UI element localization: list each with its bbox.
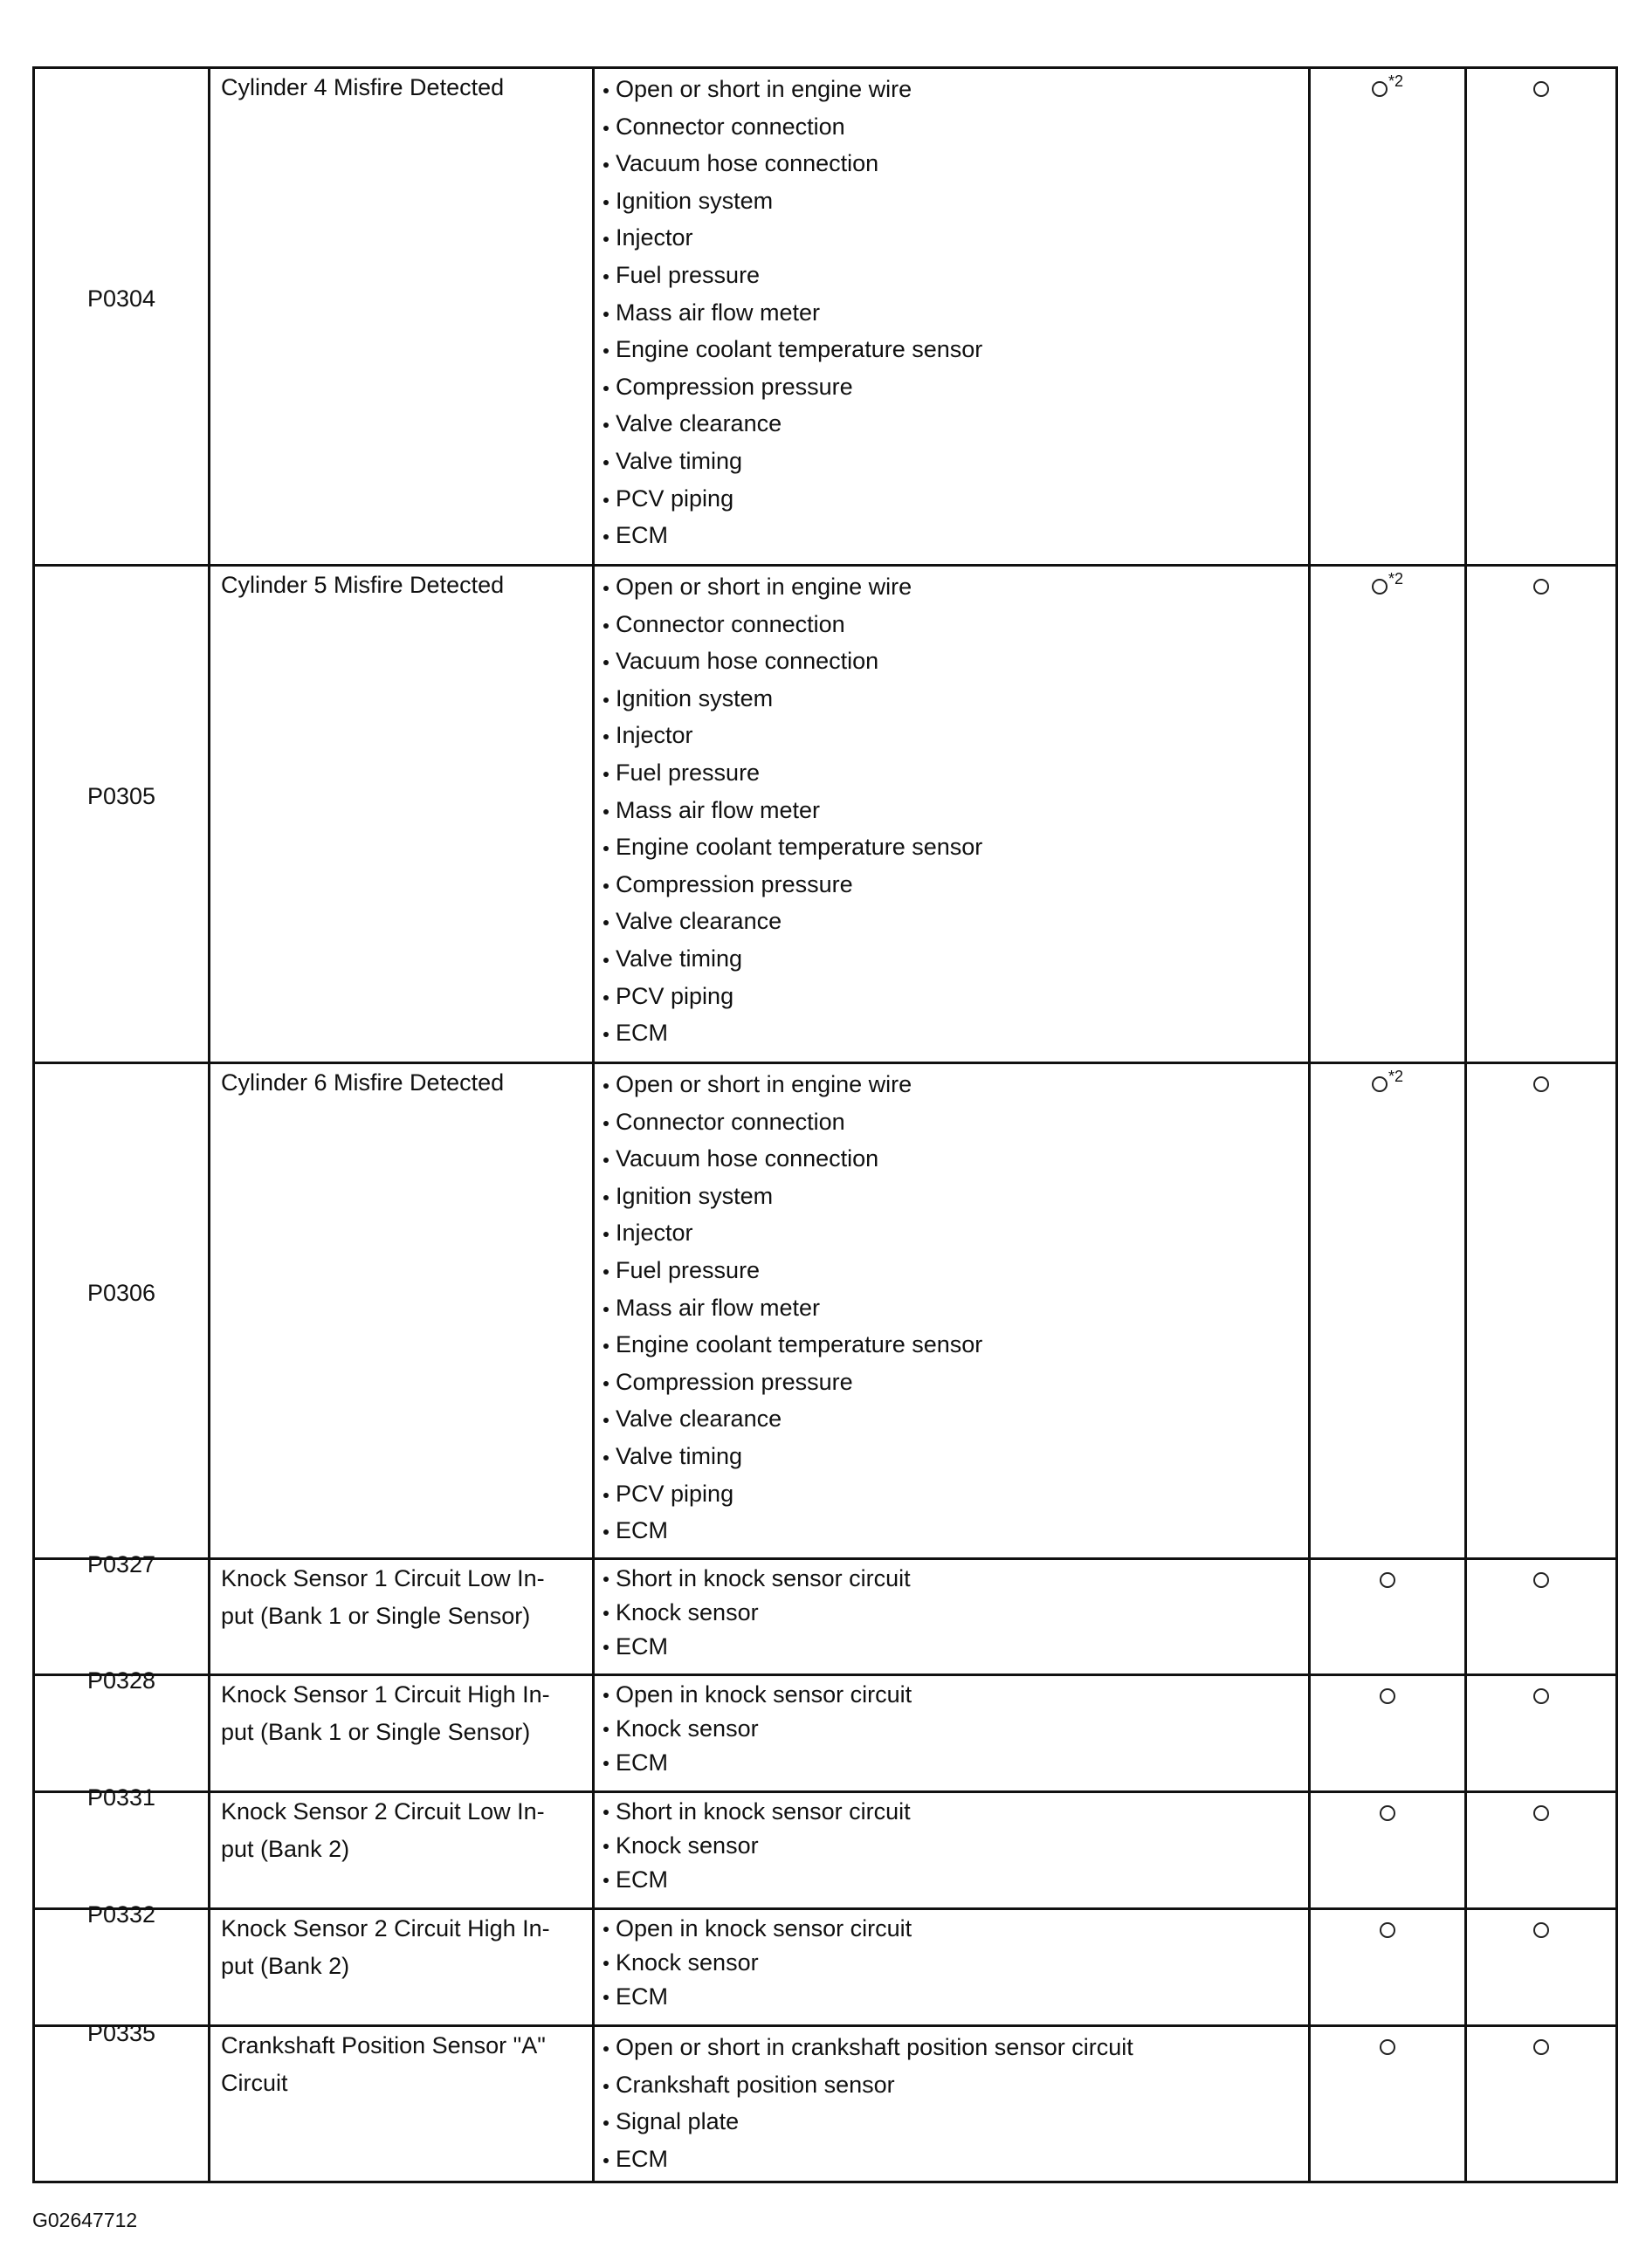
circle-mark-icon bbox=[1372, 81, 1388, 97]
list-item: Mass air flow meter bbox=[602, 1289, 1308, 1327]
list-item: Open or short in engine wire bbox=[602, 71, 1308, 108]
dtc-code-cell bbox=[34, 1901, 210, 2026]
dtc-code-cell bbox=[34, 1784, 210, 1909]
footnote-ref: *2 bbox=[1388, 570, 1403, 588]
detection-item-cell bbox=[210, 1909, 594, 2026]
detection-item-cell bbox=[210, 2026, 594, 2182]
detection-item-cell bbox=[210, 1792, 594, 1909]
trouble-area-cell bbox=[594, 2026, 1310, 2182]
trouble-area-cell bbox=[594, 68, 1310, 566]
dtc-code-cell bbox=[34, 1667, 210, 1792]
dtc-code-cell bbox=[34, 1063, 210, 1559]
dtc-code: P0327 bbox=[86, 1551, 156, 1577]
mil-cell bbox=[1310, 566, 1466, 1063]
list-item: ECM bbox=[602, 1863, 1308, 1897]
list-item: ECM bbox=[602, 517, 1308, 554]
dtc-code: P0305 bbox=[86, 783, 156, 810]
list-item: Injector bbox=[602, 717, 1308, 754]
dtc-table bbox=[32, 66, 1618, 2183]
mil-cell bbox=[1310, 1063, 1466, 1559]
list-item: Vacuum hose connection bbox=[602, 643, 1308, 680]
list-item: Injector bbox=[602, 1214, 1308, 1252]
detection-item: Cylinder 5 Misfire Detected bbox=[221, 572, 505, 598]
list-item: Valve clearance bbox=[602, 1400, 1308, 1438]
detection-item-line: Crankshaft Position Sensor "A" bbox=[221, 2032, 546, 2058]
table-row bbox=[34, 1559, 1617, 1675]
list-item: ECM bbox=[602, 2141, 1308, 2178]
dtc-code: P0335 bbox=[86, 2020, 156, 2046]
circle-mark-icon bbox=[1533, 1922, 1549, 1938]
list-item: Engine coolant temperature sensor bbox=[602, 1326, 1308, 1364]
trouble-area-cell bbox=[594, 1675, 1310, 1792]
mil-cell bbox=[1310, 1792, 1466, 1909]
table-row bbox=[34, 1909, 1617, 2026]
trouble-area-list bbox=[602, 1066, 1308, 1550]
list-item: Ignition system bbox=[602, 182, 1308, 220]
detection-item-line: Circuit bbox=[221, 2069, 288, 2096]
circle-mark-icon bbox=[1372, 1076, 1388, 1092]
list-item: Valve timing bbox=[602, 940, 1308, 978]
list-item: Fuel pressure bbox=[602, 257, 1308, 294]
list-item: Knock sensor bbox=[602, 1596, 1308, 1630]
detection-item-line: put (Bank 1 or Single Sensor) bbox=[221, 1602, 531, 1629]
memory-cell bbox=[1466, 1063, 1617, 1559]
list-item: Valve timing bbox=[602, 443, 1308, 480]
memory-cell bbox=[1466, 1675, 1617, 1792]
trouble-area-cell bbox=[594, 1792, 1310, 1909]
circle-mark-icon bbox=[1533, 81, 1549, 97]
trouble-area-cell bbox=[594, 1559, 1310, 1675]
detection-item-cell bbox=[210, 1063, 594, 1559]
list-item: Connector connection bbox=[602, 108, 1308, 146]
detection-item-cell bbox=[210, 68, 594, 566]
dtc-code-cell bbox=[34, 2020, 210, 2182]
trouble-area-cell bbox=[594, 1909, 1310, 2026]
detection-item-line: Knock Sensor 1 Circuit High In- bbox=[221, 1681, 550, 1708]
dtc-table-sheet bbox=[32, 66, 1615, 2183]
dtc-code: P0331 bbox=[86, 1784, 156, 1811]
list-item: Short in knock sensor circuit bbox=[602, 1562, 1308, 1596]
dtc-code-cell bbox=[34, 566, 210, 1063]
circle-mark-icon bbox=[1533, 1688, 1549, 1704]
mil-cell bbox=[1310, 68, 1466, 566]
detection-item-line: Knock Sensor 2 Circuit High In- bbox=[221, 1915, 550, 1942]
circle-mark-icon bbox=[1533, 1805, 1549, 1821]
list-item: PCV piping bbox=[602, 978, 1308, 1015]
detection-item-line: put (Bank 2) bbox=[221, 1835, 350, 1862]
table-row bbox=[34, 1063, 1617, 1559]
detection-item-line: put (Bank 2) bbox=[221, 1952, 350, 1979]
list-item: Open or short in engine wire bbox=[602, 1066, 1308, 1103]
list-item: Short in knock sensor circuit bbox=[602, 1795, 1308, 1829]
list-item: ECM bbox=[602, 1014, 1308, 1052]
list-item: Engine coolant temperature sensor bbox=[602, 331, 1308, 368]
trouble-area-cell bbox=[594, 566, 1310, 1063]
dtc-code-cell bbox=[34, 1551, 210, 1675]
trouble-area-list bbox=[602, 1795, 1308, 1897]
circle-mark-icon bbox=[1533, 1572, 1549, 1588]
circle-mark-icon bbox=[1533, 2039, 1549, 2055]
footnote-ref: *2 bbox=[1388, 72, 1403, 90]
memory-cell bbox=[1466, 68, 1617, 566]
trouble-area-list bbox=[602, 1562, 1308, 1664]
table-row bbox=[34, 566, 1617, 1063]
list-item: PCV piping bbox=[602, 480, 1308, 518]
table-row bbox=[34, 68, 1617, 566]
list-item: Compression pressure bbox=[602, 368, 1308, 406]
circle-mark-icon bbox=[1533, 1076, 1549, 1092]
dtc-code: P0304 bbox=[86, 285, 156, 313]
circle-mark-icon bbox=[1380, 1805, 1395, 1821]
list-item: Fuel pressure bbox=[602, 1252, 1308, 1289]
list-item: ECM bbox=[602, 1630, 1308, 1664]
dtc-code: P0332 bbox=[86, 1901, 156, 1928]
circle-mark-icon bbox=[1380, 1688, 1395, 1704]
table-row bbox=[34, 2026, 1617, 2182]
trouble-area-list bbox=[602, 71, 1308, 554]
detection-item-cell bbox=[210, 566, 594, 1063]
list-item: Open or short in crankshaft position sensor circuit bbox=[602, 2029, 1308, 2066]
memory-cell bbox=[1466, 1909, 1617, 2026]
list-item: Mass air flow meter bbox=[602, 792, 1308, 829]
detection-item-line: put (Bank 1 or Single Sensor) bbox=[221, 1718, 531, 1745]
list-item: Knock sensor bbox=[602, 1712, 1308, 1746]
list-item: Compression pressure bbox=[602, 866, 1308, 904]
trouble-area-cell bbox=[594, 1063, 1310, 1559]
list-item: Crankshaft position sensor bbox=[602, 2066, 1308, 2104]
mil-cell bbox=[1310, 1675, 1466, 1792]
list-item: Connector connection bbox=[602, 606, 1308, 643]
list-item: Valve clearance bbox=[602, 903, 1308, 940]
memory-cell bbox=[1466, 2026, 1617, 2182]
list-item: Connector connection bbox=[602, 1103, 1308, 1141]
detection-item-cell bbox=[210, 1559, 594, 1675]
circle-mark-icon bbox=[1380, 1922, 1395, 1938]
dtc-code-cell bbox=[34, 68, 210, 566]
list-item: ECM bbox=[602, 1512, 1308, 1550]
trouble-area-list bbox=[602, 2029, 1308, 2177]
list-item: PCV piping bbox=[602, 1475, 1308, 1513]
list-item: Ignition system bbox=[602, 680, 1308, 718]
table-row bbox=[34, 1675, 1617, 1792]
circle-mark-icon bbox=[1380, 1572, 1395, 1588]
list-item: Signal plate bbox=[602, 2103, 1308, 2141]
list-item: Vacuum hose connection bbox=[602, 1140, 1308, 1178]
dtc-code: P0328 bbox=[86, 1667, 156, 1694]
list-item: Valve timing bbox=[602, 1438, 1308, 1475]
memory-cell bbox=[1466, 566, 1617, 1063]
detection-item: Cylinder 4 Misfire Detected bbox=[221, 74, 505, 100]
list-item: Compression pressure bbox=[602, 1364, 1308, 1401]
circle-mark-icon bbox=[1380, 2039, 1395, 2055]
mil-cell bbox=[1310, 1559, 1466, 1675]
mil-cell bbox=[1310, 2026, 1466, 2182]
trouble-area-list bbox=[602, 568, 1308, 1052]
dtc-code: P0306 bbox=[86, 1280, 156, 1307]
list-item: ECM bbox=[602, 1746, 1308, 1780]
circle-mark-icon bbox=[1372, 579, 1388, 594]
list-item: Knock sensor bbox=[602, 1829, 1308, 1863]
list-item: Open in knock sensor circuit bbox=[602, 1678, 1308, 1712]
detection-item-line: Knock Sensor 2 Circuit Low In- bbox=[221, 1798, 545, 1825]
circle-mark-icon bbox=[1533, 579, 1549, 594]
list-item: Open in knock sensor circuit bbox=[602, 1912, 1308, 1946]
trouble-area-list bbox=[602, 1678, 1308, 1780]
detection-item-line: Knock Sensor 1 Circuit Low In- bbox=[221, 1565, 545, 1591]
list-item: ECM bbox=[602, 1980, 1308, 2014]
list-item: Mass air flow meter bbox=[602, 294, 1308, 332]
detection-item: Cylinder 6 Misfire Detected bbox=[221, 1069, 505, 1096]
list-item: Injector bbox=[602, 219, 1308, 257]
list-item: Valve clearance bbox=[602, 405, 1308, 443]
detection-item-cell bbox=[210, 1675, 594, 1792]
list-item: Knock sensor bbox=[602, 1946, 1308, 1980]
memory-cell bbox=[1466, 1792, 1617, 1909]
mil-cell bbox=[1310, 1909, 1466, 2026]
list-item: Open or short in engine wire bbox=[602, 568, 1308, 606]
list-item: Engine coolant temperature sensor bbox=[602, 828, 1308, 866]
list-item: Vacuum hose connection bbox=[602, 145, 1308, 182]
figure-id: G02647712 bbox=[32, 2209, 138, 2231]
list-item: Fuel pressure bbox=[602, 754, 1308, 792]
memory-cell bbox=[1466, 1559, 1617, 1675]
table-row bbox=[34, 1792, 1617, 1909]
footnote-ref: *2 bbox=[1388, 1068, 1403, 1085]
list-item: Ignition system bbox=[602, 1178, 1308, 1215]
trouble-area-list bbox=[602, 1912, 1308, 2014]
